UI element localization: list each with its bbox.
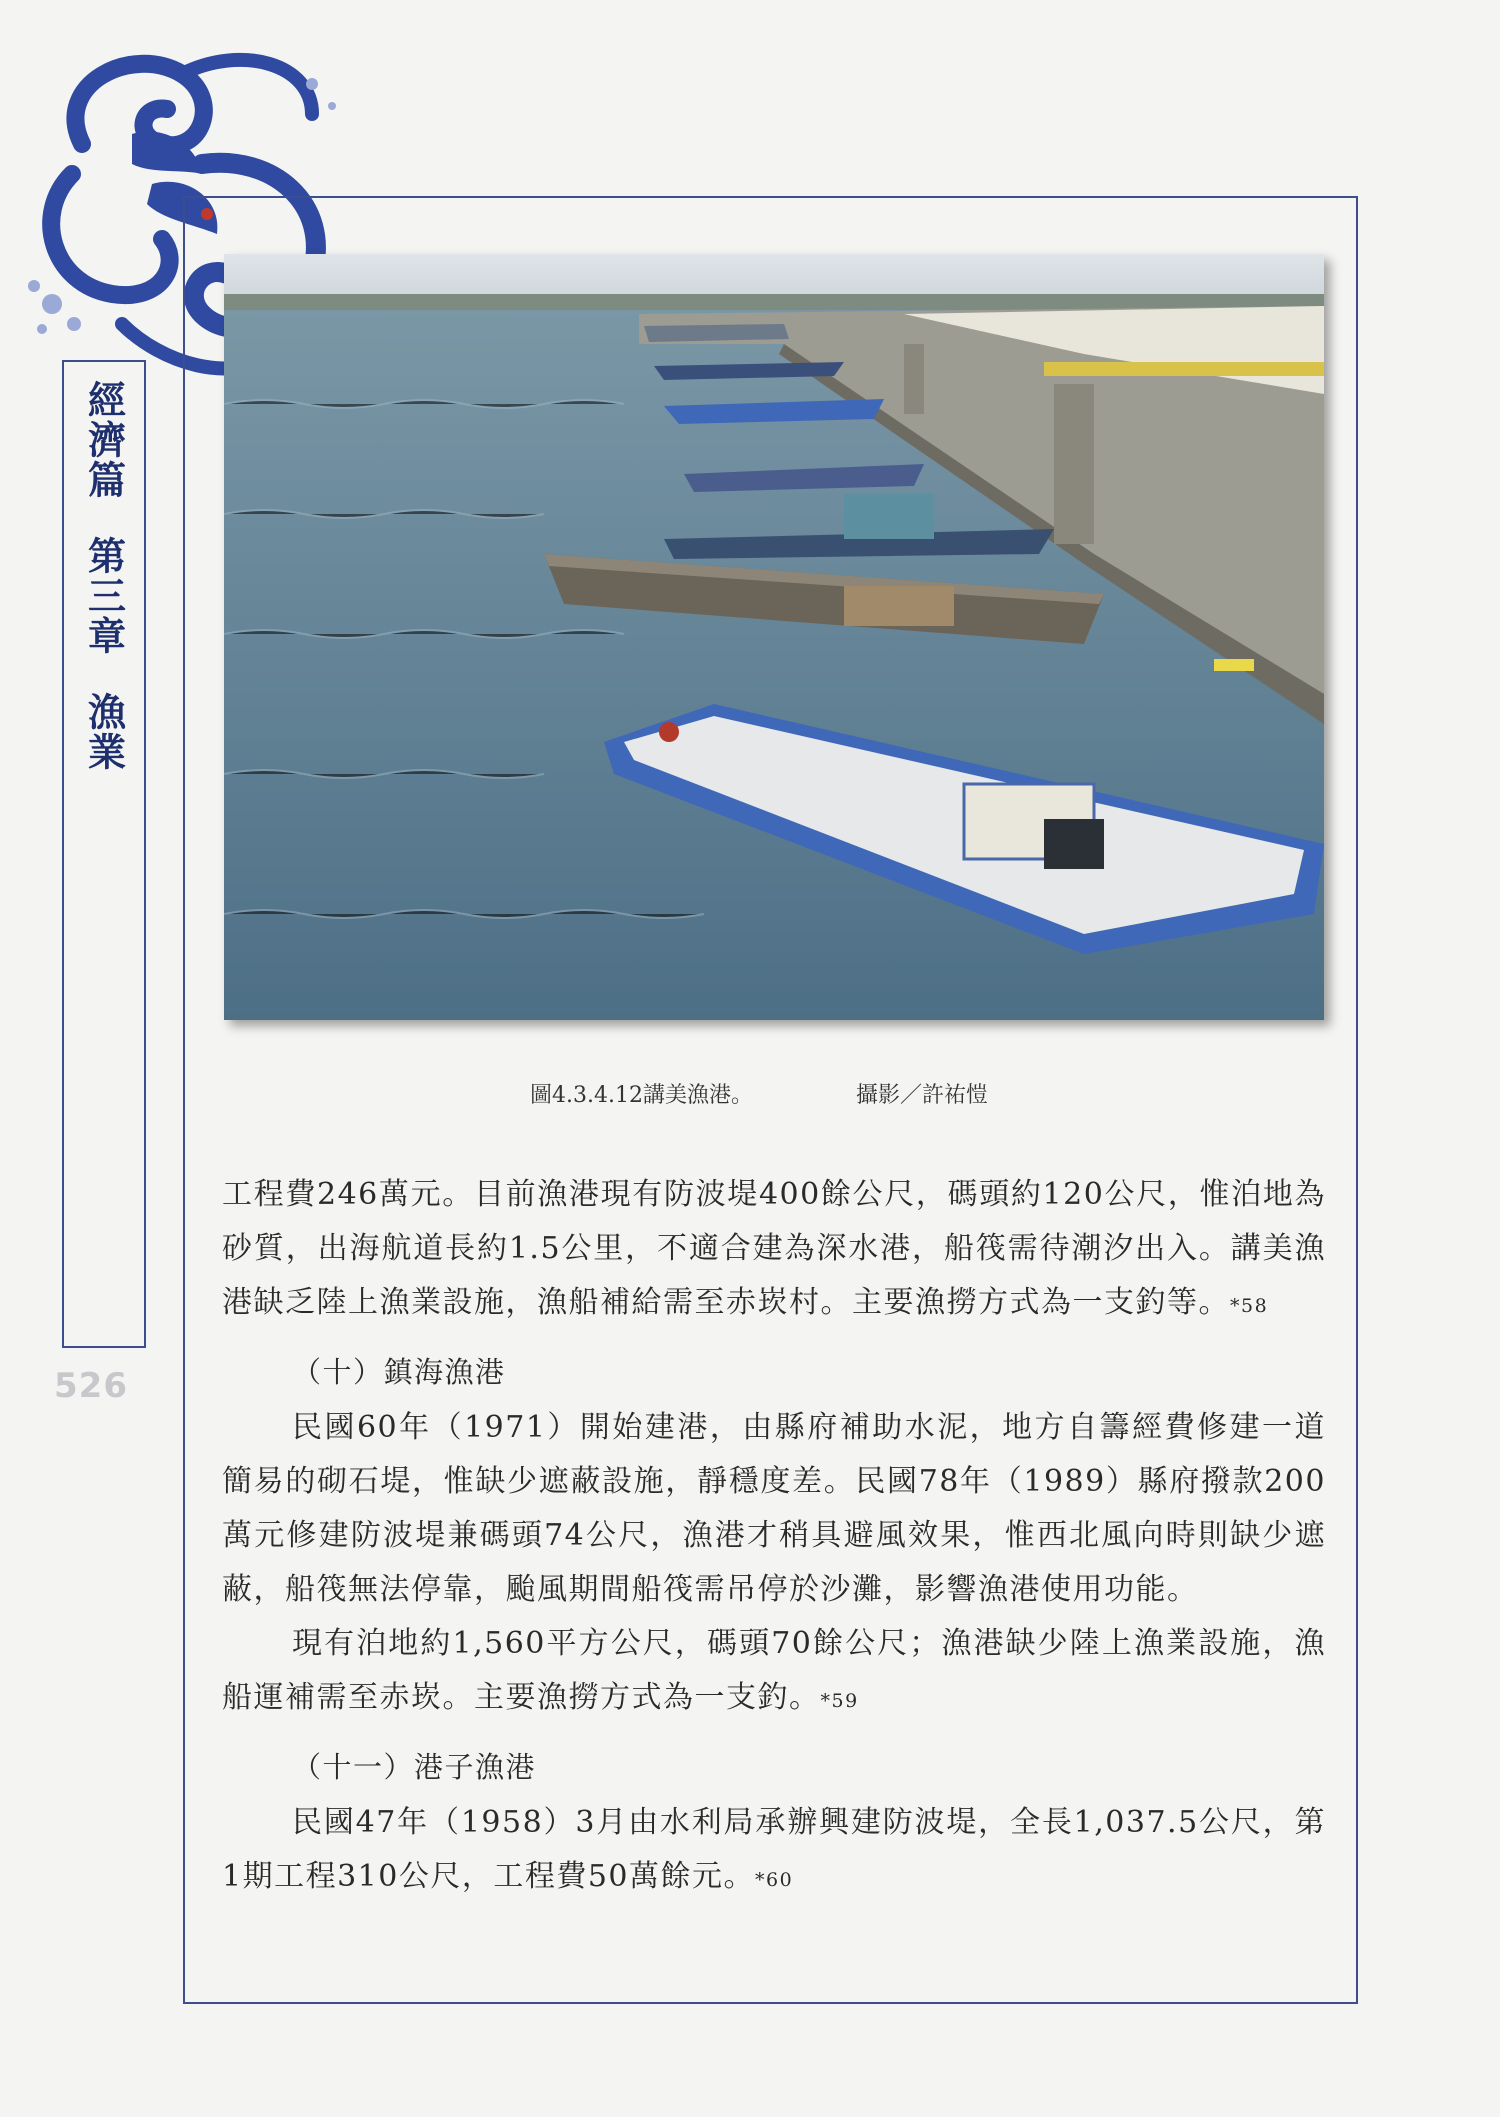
paragraph-1	[222, 1168, 1326, 1333]
harbor-photo	[224, 254, 1324, 1020]
paragraph-3-text: 現有泊地約1,560平方公尺，碼頭70餘公尺；漁港缺少陸上漁業設施，漁船運補需至赤崁。主要漁撈方式為一支釣。	[222, 1626, 1326, 1715]
footnote-ref-58: *58	[1230, 1295, 1269, 1317]
figure-caption: 圖4.3.4.12講美漁港。	[530, 1083, 753, 1108]
footnote-ref-59: *59	[820, 1690, 859, 1712]
side-tab-chapter: 第三章	[81, 536, 126, 656]
paragraph-1-text: 工程費246萬元。目前漁港現有防波堤400餘公尺，碼頭約120公尺，惟泊地為砂質，出海航道長約1.5公里，不適合建為深水港，船筏需待潮汐出入。講美漁港缺乏陸上漁業設施，漁船補給需至赤崁村。主要漁撈方式為一支釣等。	[222, 1177, 1326, 1320]
paragraph-3	[222, 1617, 1326, 1728]
paragraph-2: 民國60年（1971）開始建港，由縣府補助水泥，地方自籌經費修建一道簡易的砌石堤，惟缺少遮蔽設施，靜穩度差。民國78年（1989）縣府撥款200萬元修建防波堤兼碼頭74公尺，漁港才稍具避風效果，惟西北風向時則缺少遮蔽，船筏無法停靠，颱風期間船筏需吊停於沙灘，影響漁港使用功能。	[222, 1410, 1326, 1607]
side-tab-part: 經濟篇	[81, 380, 126, 500]
figure-credit: 攝影／許祐愷	[856, 1083, 989, 1108]
side-tab-topic: 漁業	[81, 692, 126, 772]
side-tab-text	[77, 380, 132, 772]
section-heading-11: （十一）港子漁港	[292, 1750, 537, 1784]
chapter-side-tab	[62, 360, 146, 1348]
harbor-photo-illustration	[224, 254, 1324, 1020]
page-number: 526	[54, 1366, 128, 1406]
section-heading-10: （十）鎮海漁港	[292, 1355, 506, 1389]
footnote-ref-60: *60	[755, 1869, 794, 1891]
paragraph-4-text: 民國47年（1958）3月由水利局承辦興建防波堤，全長1,037.5公尺，第1期工程310公尺，工程費50萬餘元。	[222, 1805, 1326, 1894]
body-text	[222, 1168, 1326, 1907]
paragraph-4	[222, 1796, 1326, 1907]
